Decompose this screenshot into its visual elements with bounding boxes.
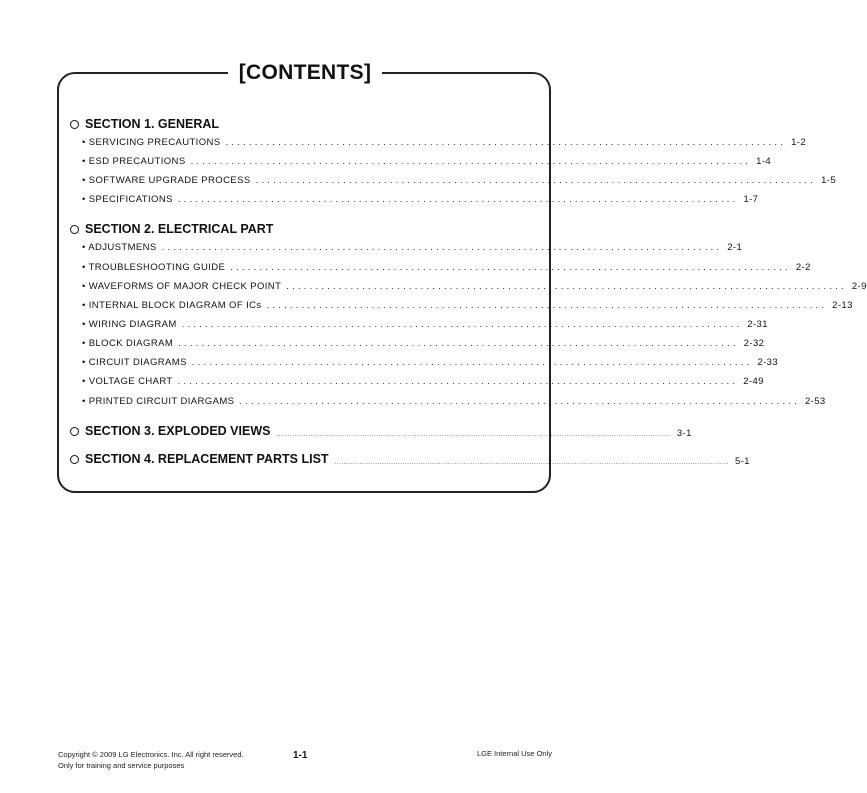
section-4-page: 5-1 (735, 455, 750, 467)
leader-dots: ................................................................................................ (286, 281, 847, 292)
section-4-entry[interactable] (70, 452, 750, 468)
footer-internal-use: LGE Internal Use Only (476, 749, 552, 758)
section-3-entry[interactable] (70, 424, 692, 440)
footer-page-number: 1-1 (293, 750, 308, 761)
leader-dots: ................................................................................................ (161, 242, 723, 253)
toc-entry-page: 2-32 (743, 338, 765, 349)
toc-entry[interactable] (82, 376, 764, 390)
section-3-title: SECTION 3. EXPLODED VIEWS (85, 424, 271, 438)
toc-entry-page: 2-31 (747, 319, 768, 330)
leader-dots: ................................................................................................ (178, 338, 739, 349)
leader-dots: .............................................................................................................................................................................. (334, 459, 730, 466)
toc-entry-label: • SOFTWARE UPGRADE PROCESS (82, 175, 251, 186)
toc-entry[interactable] (82, 137, 807, 151)
toc-entry-label: • ESD PRECAUTIONS (82, 156, 186, 167)
toc-entry-label: • SERVICING PRECAUTIONS (82, 137, 221, 148)
toc-entry-page: 1-4 (756, 156, 772, 167)
section-2-title: SECTION 2. ELECTRICAL PART (85, 222, 274, 236)
toc-entry[interactable] (82, 338, 765, 352)
footer-copyright: Copyright © 2009 LG Electronics. Inc. All right reserved. (58, 750, 244, 759)
toc-entry-label: • BLOCK DIAGRAM (82, 338, 174, 349)
toc-entry-label: • WIRING DIAGRAM (82, 319, 177, 330)
toc-entry[interactable] (82, 156, 772, 170)
circle-bullet-icon (70, 427, 79, 436)
section-3-heading (70, 424, 270, 438)
leader-dots: ................................................................................................ (225, 137, 787, 148)
leader-dots: ................................................................................................ (177, 194, 739, 205)
toc-entry-label: • TROUBLESHOOTING GUIDE (82, 262, 226, 273)
toc-entry[interactable] (82, 357, 779, 371)
toc-entry-page: 1-5 (821, 175, 837, 186)
toc-entry[interactable] (82, 242, 743, 256)
toc-entry-label: • INTERNAL BLOCK DIAGRAM OF ICs (82, 300, 262, 311)
section-4-heading (70, 452, 329, 466)
toc-entry-page: 2-49 (743, 376, 764, 387)
toc-entry[interactable] (82, 319, 768, 333)
leader-dots: ................................................................................................ (239, 396, 800, 407)
circle-bullet-icon (70, 120, 79, 129)
leader-dots: ................................................................................................ (255, 175, 817, 186)
toc-entry-page: 2-53 (804, 396, 826, 407)
footer-note: Only for training and service purposes (58, 761, 185, 770)
leader-dots: ................................................................................................ (190, 156, 752, 167)
footer-copyright-block (58, 749, 244, 771)
toc-entry[interactable] (82, 281, 867, 295)
toc-entry-page: 2-9 (851, 281, 867, 292)
toc-entry-page: 2-2 (795, 262, 811, 273)
leader-dots: ................................................................................................ (230, 262, 791, 273)
leader-dots: .............................................................................................................................................................................. (276, 431, 671, 438)
toc-entry[interactable] (82, 262, 811, 276)
page-title: [CONTENTS] (228, 58, 382, 88)
section-1-title: SECTION 1. GENERAL (85, 117, 220, 131)
leader-dots: ................................................................................................ (266, 300, 828, 311)
toc-entry-page: 2-1 (727, 242, 743, 253)
toc-entry-label: • PRINTED CIRCUIT DIARGAMS (82, 396, 235, 407)
circle-bullet-icon (70, 225, 79, 234)
toc-entry-label: • ADJUSTMENS (82, 242, 157, 253)
circle-bullet-icon (70, 455, 79, 464)
toc-entry-label: • CIRCUIT DIAGRAMS (82, 357, 187, 368)
toc-entry-page: 2-33 (757, 357, 779, 368)
leader-dots: ................................................................................................ (191, 357, 753, 368)
toc-entry[interactable] (82, 300, 853, 314)
toc-entry[interactable] (82, 175, 837, 189)
toc-entry-page: 1-2 (791, 137, 807, 148)
toc-entry-label: • SPECIFICATIONS (82, 194, 173, 205)
section-2-heading[interactable] (70, 222, 273, 236)
toc-entry[interactable] (82, 396, 826, 410)
toc-entry-label: • WAVEFORMS OF MAJOR CHECK POINT (82, 281, 282, 292)
toc-entry-page: 2-13 (832, 300, 853, 311)
toc-entry-page: 1-7 (743, 194, 759, 205)
toc-entry-label: • VOLTAGE CHART (82, 376, 173, 387)
section-1-heading[interactable] (70, 117, 219, 131)
leader-dots: ................................................................................................ (177, 376, 739, 387)
toc-entry[interactable] (82, 194, 759, 208)
leader-dots: ................................................................................................ (181, 319, 743, 330)
section-4-title: SECTION 4. REPLACEMENT PARTS LIST (85, 452, 329, 466)
section-3-page: 3-1 (676, 427, 692, 439)
